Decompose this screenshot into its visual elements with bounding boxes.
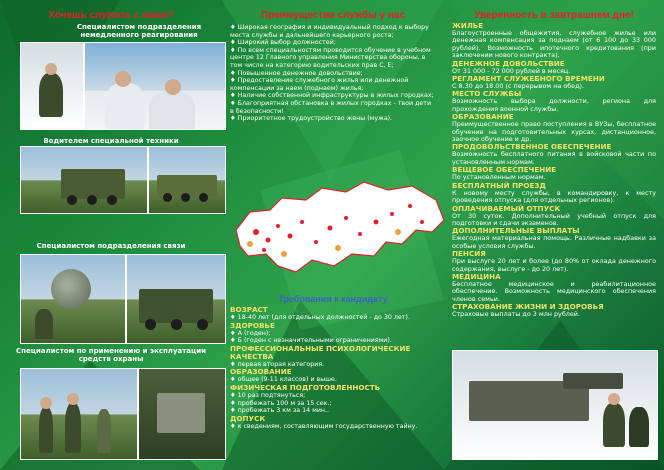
benefit-heading: ВЕЩЕВОЕ ОБЕСПЕЧЕНИЕ: [452, 165, 557, 175]
benefit-text: Благоустроенные общежития, служебное жилье или денежная компенсация за поднаем (от 6 100 до 33 000 рублей). Возможность ипотечного кредитования (при заключении нового контракта).: [452, 29, 656, 60]
photo-soldiers-snow: [20, 42, 84, 130]
photo-soldiers-winter: [84, 42, 226, 130]
left-title: Хочешь служить с нами?: [48, 10, 174, 21]
requirement-heading: ФИЗИЧЕСКАЯ ПОДГОТОВЛЕННОСТЬ: [230, 382, 381, 392]
requirements-title: Требования к кандидату: [278, 294, 388, 304]
benefit-text: Преимущественное право поступления в ВУЗы, бесплатное обучение на подготовительных курсах, дистанционное, заочное обучение и др.: [452, 120, 656, 144]
left-column: [0, 0, 222, 470]
benefit-heading: ОПЛАЧИВАЕМЫЙ ОТПУСК: [452, 203, 561, 213]
benefit-heading: СТРАХОВАНИЕ ЖИЗНИ И ЗДОРОВЬЯ: [452, 302, 604, 312]
benefit-heading: МЕДИЦИНА: [452, 271, 501, 281]
advantage-item: ♦ Широкий выбор должностей;: [230, 39, 436, 47]
photo-armored-vehicles-snow: [452, 350, 658, 460]
photo-military-truck: [20, 146, 148, 214]
benefit-text: Страховые выплаты до 3 млн рублей.: [452, 310, 580, 319]
benefit-heading: ЖИЛЬЕ: [452, 21, 484, 30]
benefits-list: [452, 22, 656, 319]
requirement-item: ♦ пробежать 100 м за 15 сек.;: [230, 400, 440, 408]
benefit-heading: ПРОДОВОЛЬСТВЕННОЕ ОБЕСПЕЧЕНИЕ: [452, 142, 612, 152]
caption-communications: Специалистом подразделения связи: [36, 242, 186, 250]
benefit-text: Возможность бесплатного питания в войсковой части по установленным нормам.: [452, 150, 656, 166]
requirement-heading: ДОПУСК: [230, 413, 266, 423]
advantages-list: [230, 24, 436, 123]
benefit-heading: МЕСТО СЛУЖБЫ: [452, 89, 522, 99]
benefit-heading: БЕСПЛАТНЫЙ ПРОЕЗД: [452, 180, 546, 190]
requirement-item: ♦ общее (9-11 классов) и выше.: [230, 376, 440, 384]
requirement-heading: ПРОФЕССИОНАЛЬНЫЕ ПСИХОЛОГИЧЕСКИЕ КАЧЕСТВА: [230, 343, 411, 361]
benefit-text: С 8.30 до 18.00 (с перерывом на обед).: [452, 82, 585, 91]
advantage-item: ♦ Благоприятная обстановка в жилых городках - твои дети в безопасности!: [230, 100, 436, 115]
caption-driver: Водителем специальной техники: [43, 137, 179, 145]
benefit-heading: ДОПОЛНИТЕЛЬНЫЕ ВЫПЛАТЫ: [452, 226, 580, 236]
benefit-text: Возможность выбора должности, региона для прохождения военной службы.: [452, 97, 656, 113]
benefit-heading: ДЕНЕЖНОЕ ДОВОЛЬСТВИЕ: [452, 58, 565, 68]
advantage-item: ♦ Приоритетное трудоустройство жены (мужа).: [230, 115, 436, 123]
requirement-item: ♦ 10 раз подтянуться;: [230, 392, 440, 400]
benefit-text: При выслуге 20 лет и более (до 80% от оклада денежного содержания, выслуге - до 20 лет).: [452, 257, 656, 273]
benefit-heading: РЕГЛАМЕНТ СЛУЖЕБНОГО ВРЕМЕНИ: [452, 74, 605, 84]
requirements-list: [230, 306, 440, 430]
advantage-item: ♦ По всем специальностям проводится обучение в учебном центре 12 Главного управления Министерства обороны, в том числе на категорию водительских прав С, Е;: [230, 47, 436, 70]
photo-surveillance-equipment: [138, 368, 226, 460]
advantage-item: ♦ Наличие собственной инфраструктуры в жилых городках;: [230, 92, 436, 100]
requirement-item: ♦ первая вторая категория.: [230, 361, 440, 369]
requirement-item: ♦ 18-40 лет (для отдельных должностей - до 30 лет).: [230, 314, 440, 322]
benefit-text: От 30 суток. Дополнительный учебный отпуск для подготовки и сдачи экзаменов.: [452, 211, 656, 227]
requirement-item: ♦ пробежать 3 км за 14 мин..: [230, 407, 440, 415]
advantages-title: Преимущества службы у нас: [260, 10, 406, 21]
caption-rapid-response: Специалистом подразделения немедленного реагирования: [76, 23, 202, 39]
benefit-heading: ОБРАЗОВАНИЕ: [452, 112, 514, 122]
benefit-text: К новому месту службы, в командировку, к месту проведения отпуска (для отдельных регионов).: [452, 188, 656, 205]
advantage-item: ♦ Широкая география и индивидуальный подход к выбору места службы и дальнейшего карьерного роста;: [230, 24, 436, 39]
russia-map: [226, 170, 450, 294]
benefit-text: Ежегодная материальная помощь. Различные надбавки за особые условия службы.: [452, 234, 656, 250]
benefit-text: От 31 000 - 72 000 рублей в месяц.: [452, 66, 571, 75]
benefit-text: По установленным нормам.: [452, 173, 546, 182]
requirement-heading: ВОЗРАСТ: [230, 305, 268, 314]
requirement-heading: ЗДОРОВЬЕ: [230, 320, 275, 330]
advantage-item: ♦ Повышенное денежное довольствие;: [230, 70, 436, 78]
photo-soldiers-lineup: [20, 368, 138, 460]
photo-satellite-dish: [20, 254, 126, 344]
requirement-item: ♦ А (годен);: [230, 330, 440, 338]
photo-armored-vehicle: [148, 146, 226, 214]
middle-column: [222, 0, 444, 470]
requirement-heading: ОБРАЗОВАНИЕ: [230, 367, 292, 377]
caption-security-equipment: Специалистом по применению и эксплуатации средств охраны: [15, 347, 207, 363]
photo-comms-vehicle: [126, 254, 226, 344]
confidence-title: Уверенность в завтрашнем дне!: [474, 10, 634, 21]
advantage-item: ♦ Предоставление служебного жилья или денежной компенсации за наем (поднаем) жилья;: [230, 77, 436, 92]
right-column: [444, 0, 664, 470]
requirement-item: ♦ к сведениям, составляющим государственную тайну.: [230, 423, 440, 431]
benefit-heading: ПЕНСИЯ: [452, 249, 486, 259]
requirement-item: ♦ Б (годен с незначительными ограничениями).: [230, 337, 440, 345]
benefit-text: Бесплатное медицинское и реабилитационное обеспечение. Возможность медицинского обеспечения членов семьи.: [452, 279, 656, 303]
